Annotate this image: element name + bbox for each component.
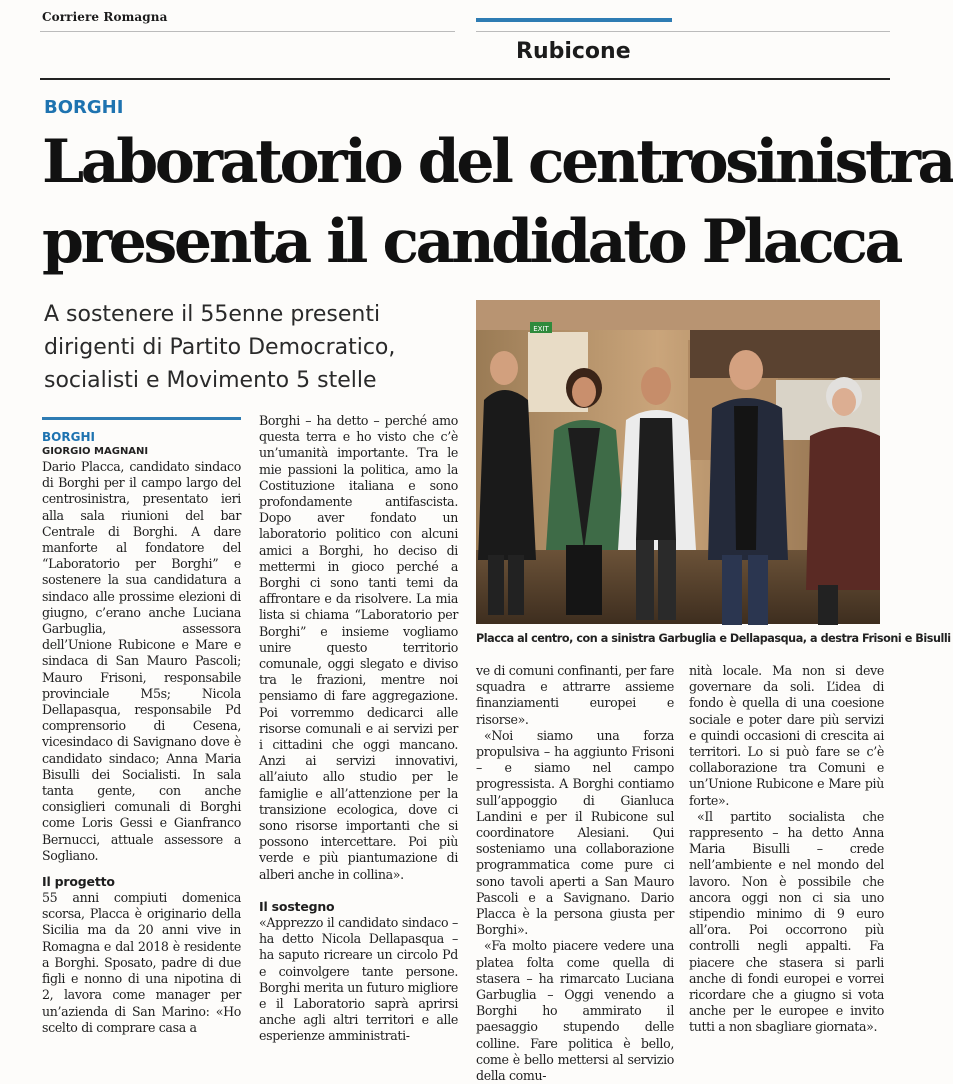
section-accent-bar	[476, 18, 672, 22]
section-title: Rubicone	[516, 39, 631, 64]
article-paragraph: ve di comuni confinanti, per fare squadra e attrarre assieme finanziamenti europei e risorse».	[476, 663, 674, 727]
headline-line-1: Laboratorio del centrosinistra	[42, 127, 953, 197]
article-paragraph: «Fa molto piacere vedere una platea folta come quella di stasera – ha rimarcato Luciana Garbuglia – Oggi venendo a Borghi ho ammirato il paesaggio stupendo delle colline. Fare politica è bello, come è bello mettersi al servizio della comu-	[476, 938, 674, 1084]
article-photo	[476, 300, 880, 624]
article-paragraph: Borghi – ha detto – perché amo questa terra e ho visto che c’è un’umanità importante. Tra le mie passioni la politica, amo la Costituzione italiana e sono profondamente antifascista. Dopo aver fondato un laboratorio politico con alcuni amici a Borghi, ho deciso di mettermi in gioco perché a Borghi ci sono tanti temi da affrontare e da risolvere. La mia lista si chiama “Laboratorio per Borghi” e insieme vogliamo unire questo territorio comunale, oggi slegato e diviso tra le frazioni, mentre noi pensiamo di fare aggregazione. Poi vorremmo dedicarci alle risorse comunali e ai servizi per i cittadini che oggi mancano. Anzi ai servizi innovativi, all’aiuto allo studio per le famiglie e all’attenzione per la transizione ecologica, dove ci sono risorse importanti che si possono intercettare. Poi più verde e più piantumazione di alberi anche in collina».	[259, 413, 458, 882]
article-column-1	[42, 459, 241, 1036]
subheading-progetto: Il progetto	[42, 874, 115, 890]
header-divider-left	[40, 31, 455, 32]
byline-author: GIORGIO MAGNANI	[42, 446, 149, 457]
article-paragraph: Dario Placca, candidato sindaco di Borghi per il campo largo del centrosinistra, presentato ieri alla sala riunioni del bar Centrale di Borghi. A dare manforte al fondatore del “Laboratorio per Borghi” e sostenere la sua candidatura a sindaco alle prossime elezioni di giugno, c’erano anche Luciana Garbuglia, assessora dell’Unione Rubicone e Mare e sindaca di San Mauro Pascoli; Mauro Frisoni, responsabile provinciale M5s; Nicola Dellapasqua, responsabile Pd comprensorio di Cesena, vicesindaco di Savignano dove è candidato sindaco; Anna Maria Bisulli dei Socialisti. In sala tanta gente, con anche consiglieri comunali di Borghi come Loris Gessi e Gianfranco Bernucci, attuale assessore a Sogliano.	[42, 459, 241, 863]
article-paragraph: 55 anni compiuti domenica scorsa, Placca è originario della Sicilia ma da 20 anni vive in Romagna e dal 2018 è residente a Borghi. Sposato, padre di due figli e nonno di una nipotina di 2, lavora come manager per un’azienda di San Marino: «Ho scelto di comprare casa a	[42, 890, 241, 1035]
group-photo-image	[476, 300, 880, 624]
article-subheadline: A sostenere il 55enne presenti dirigenti di Partito Democratico, socialisti e Movimento 5 stelle	[44, 302, 396, 393]
byline-dateline: BORGHI	[42, 430, 95, 444]
column-accent-rule	[42, 417, 241, 420]
article-paragraph: «Il partito socialista che rappresento – ha detto Anna Maria Bisulli – crede nell’ambiente e nel mondo del lavoro. Non è possibile che ancora oggi non ci sia uno stipendio minimo di 9 euro all’ora. Poi occorrono più controlli negli appalti. Fa piacere che stasera si parli anche di fondi europei e vorrei ricordare che a giugno si vota anche per le europee e invito tutti a non sbagliare giornata».	[689, 808, 884, 1035]
article-headline	[42, 122, 953, 282]
article-paragraph: «Noi siamo una forza propulsiva – ha aggiunto Frisoni – e siamo nel campo progressista. A Borghi contiamo sull’appoggio di Gianluca Landini e per il Rubicone sul coordinatore Alesiani. Qui sosteniamo una collaborazione programmatica come pure ci sono tavoli aperti a San Mauro Pascoli e a Savignano. Dario Placca è la persona giusta per Borghi».	[476, 727, 674, 938]
article-paragraph: nità locale. Ma non si deve governare da soli. L’idea di fondo è quella di una coesione sociale e poter dare più servizi e quindi occasioni di crescita ai territori. Lo si può fare se c’è collaborazione tra Comuni e un’Unione Rubicone e Mare più forte».	[689, 663, 884, 808]
section-divider	[40, 78, 890, 80]
subheading-sostegno: Il sostegno	[259, 898, 335, 914]
header-divider-right	[476, 31, 890, 32]
newspaper-masthead: Corriere Romagna	[42, 10, 168, 24]
photo-caption: Placca al centro, con a sinistra Garbuglia e Dellapasqua, a destra Frisoni e Bisulli	[476, 632, 951, 645]
headline-line-2: presenta il candidato Placca	[42, 207, 901, 277]
article-column-2	[259, 413, 458, 1045]
article-paragraph: «Apprezzo il candidato sindaco – ha detto Nicola Dellapasqua – ha saputo ricreare un circolo Pd e coinvolgere tante persone. Borghi merita un futuro migliore e il Laboratorio saprà aprirsi anche agli altri territori e alle esperienze amministrati-	[259, 914, 458, 1044]
article-column-3	[476, 663, 674, 1084]
article-column-4	[689, 663, 884, 1036]
article-kicker: BORGHI	[44, 97, 124, 118]
exit-sign-label: EXIT	[533, 325, 549, 333]
